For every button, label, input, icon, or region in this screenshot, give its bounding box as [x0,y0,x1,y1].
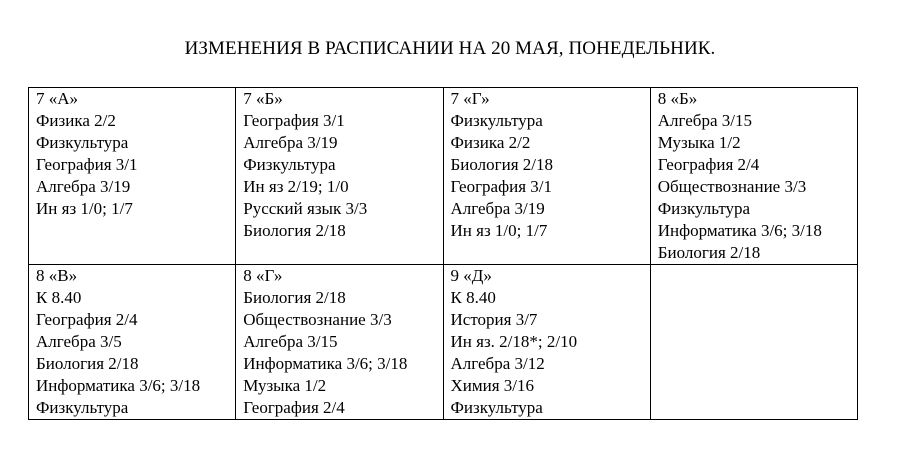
lesson-item: Биология 2/18 [657,243,761,262]
lesson-item: Алгебра 3/19 [450,199,545,218]
class-cell-8g [236,265,443,420]
class-cell-8v [29,265,236,420]
lesson-item: Физкультура [450,111,543,130]
lesson-item: Обществознание 3/3 [657,177,807,196]
lesson-item: Ин яз 2/19; 1/0 [243,177,349,196]
lesson-item: Алгебра 3/15 [657,111,752,130]
lesson-item: Алгебра 3/15 [243,332,338,351]
lesson-item: Русский язык 3/3 [243,199,368,218]
class-name: 7 «А» [36,89,79,108]
class-cell-9d [443,265,650,420]
class-name: 8 «Б» [657,89,698,108]
lesson-item: История 3/7 [450,310,538,329]
lesson-item: Физкультура [36,133,129,152]
lesson-item: Физкультура [657,199,751,218]
class-cell-8b [650,88,857,265]
schedule-row [29,88,858,265]
lesson-item: География 3/1 [243,111,345,130]
lesson-item: Алгебра 3/5 [36,332,122,351]
schedule-table [28,87,858,420]
lesson-item: Биология 2/18 [243,221,346,240]
lesson-item: Биология 2/18 [36,354,139,373]
lesson-item: Информатика 3/6; 3/18 [657,221,822,240]
lesson-item: География 2/4 [657,155,760,174]
class-cell-7g [443,88,650,265]
lesson-item: Ин яз 1/0; 1/7 [36,199,133,218]
lesson-item: Физкультура [243,155,336,174]
class-name: 7 «Б» [243,89,283,108]
schedule-row [29,265,858,420]
lesson-item: Химия 3/16 [450,376,535,395]
lesson-item: География 2/4 [243,398,345,417]
lesson-item: Информатика 3/6; 3/18 [36,376,201,395]
lesson-item: К 8.40 [450,288,496,307]
lesson-item: География 3/1 [450,177,553,196]
lesson-item: Физика 2/2 [36,111,116,130]
lesson-item: Алгебра 3/19 [243,133,338,152]
lesson-item: География 2/4 [36,310,138,329]
class-name: 8 «В» [36,266,78,285]
lesson-item: Информатика 3/6; 3/18 [243,354,408,373]
empty-cell [650,265,857,420]
class-cell-7a [29,88,236,265]
class-name: 7 «Г» [450,89,490,108]
lesson-item: Ин яз 1/0; 1/7 [450,221,548,240]
lesson-item: Музыка 1/2 [243,376,327,395]
lesson-item: География 3/1 [36,155,138,174]
lesson-item: Ин яз. 2/18*; 2/10 [450,332,578,351]
lesson-item: Физкультура [36,398,129,417]
class-name: 8 «Г» [243,266,283,285]
lesson-item: Алгебра 3/19 [36,177,131,196]
lesson-item: Музыка 1/2 [657,133,741,152]
lesson-item: Биология 2/18 [450,155,553,174]
lesson-item: К 8.40 [36,288,82,307]
class-cell-7b [236,88,443,265]
lesson-item: Физика 2/2 [450,133,531,152]
page-title: ИЗМЕНЕНИЯ В РАСПИСАНИИ НА 20 МАЯ, ПОНЕДЕЛЬНИК. [184,38,716,59]
lesson-item: Физкультура [450,398,543,417]
lesson-item: Биология 2/18 [243,288,346,307]
lesson-item: Алгебра 3/12 [450,354,545,373]
lesson-item: Обществознание 3/3 [243,310,392,329]
class-name: 9 «Д» [450,266,492,285]
